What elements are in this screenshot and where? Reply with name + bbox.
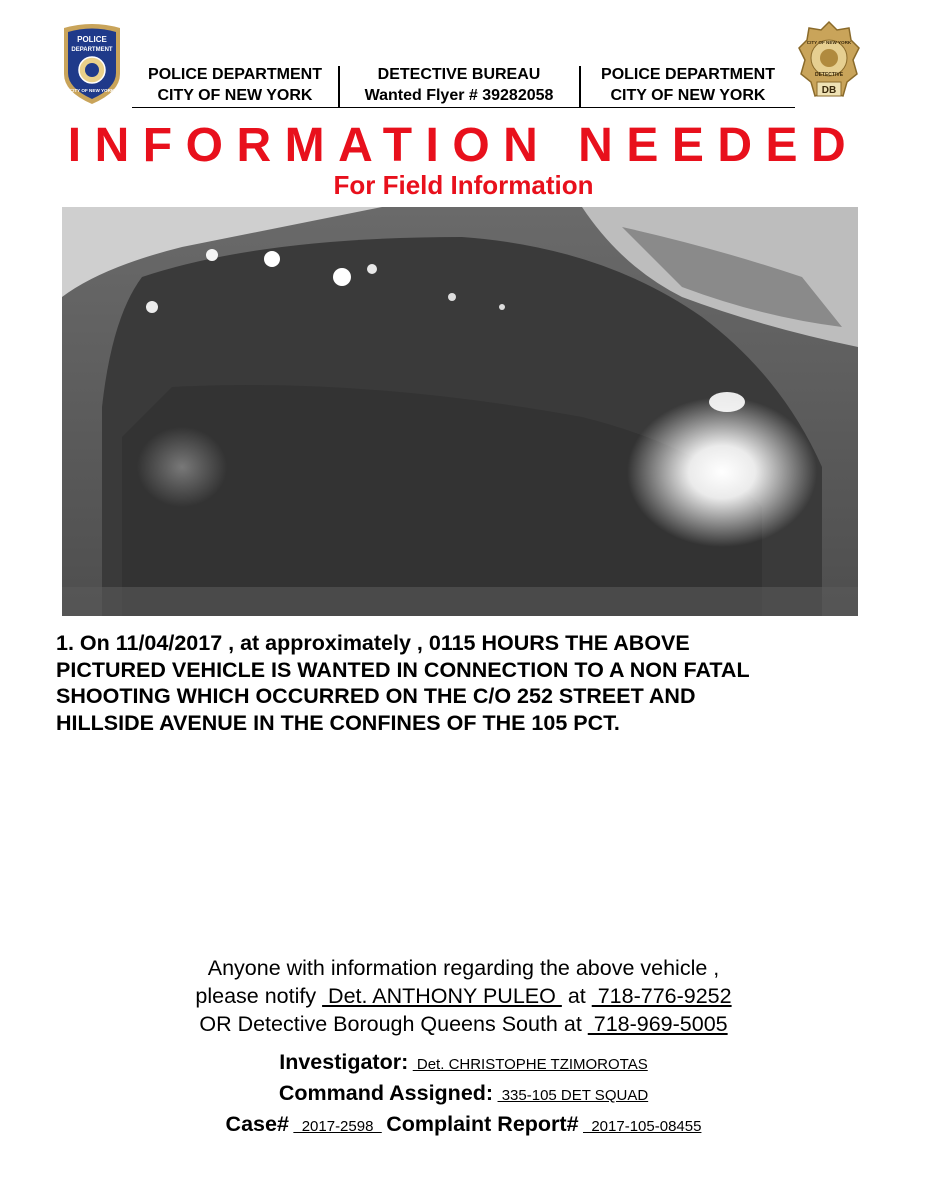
narrative-line: 1. On 11/04/2017 , at approximately , 0115 HOURS THE ABOVE xyxy=(56,631,690,655)
header-left-block xyxy=(132,64,338,108)
header-right-line2: CITY OF NEW YORK xyxy=(610,87,766,104)
case-value: 2017-2598 xyxy=(293,1118,382,1135)
narrative-line: HILLSIDE AVENUE IN THE CONFINES OF THE 105 PCT. xyxy=(56,710,620,735)
surveillance-photo xyxy=(62,207,858,616)
header-center-line2: Wanted Flyer # 39282058 xyxy=(364,87,554,104)
contact-prefix: OR Detective Borough Queens South at xyxy=(199,1012,588,1036)
command-label: Command Assigned: xyxy=(278,1081,494,1105)
investigator-line xyxy=(0,1048,927,1079)
complaint-value: 2017-105-08455 xyxy=(583,1118,702,1135)
header-rule xyxy=(132,107,795,108)
detective-name: Det. ANTHONY PULEO xyxy=(322,984,562,1008)
contact-prefix: please notify xyxy=(195,984,323,1008)
svg-text:CITY OF NEW YORK: CITY OF NEW YORK xyxy=(806,40,852,45)
borough-phone: 718-969-5005 xyxy=(587,1012,728,1036)
detective-shield-logo xyxy=(797,20,861,108)
svg-text:POLICE: POLICE xyxy=(77,35,107,44)
header-left-line2: CITY OF NEW YORK xyxy=(157,87,313,104)
incident-narrative xyxy=(56,630,876,736)
investigator-value: Det. CHRISTOPHE TZIMOROTAS xyxy=(412,1056,648,1073)
narrative-line: SHOOTING WHICH OCCURRED ON THE C/O 252 STREET AND xyxy=(56,684,696,708)
header-left-line1: POLICE DEPARTMENT xyxy=(148,66,322,83)
narrative-line: PICTURED VEHICLE IS WANTED IN CONNECTION TO A NON FATAL xyxy=(56,657,750,682)
svg-text:DB: DB xyxy=(821,85,837,96)
contact-at: at xyxy=(561,984,592,1008)
header-right-block xyxy=(581,64,795,108)
nypd-patch-logo xyxy=(58,22,126,106)
svg-text:DETECTIVE: DETECTIVE xyxy=(814,72,844,78)
headline-information-needed: INFORMATION NEEDED xyxy=(67,119,860,172)
contact-block xyxy=(0,954,927,1038)
contact-line1: Anyone with information regarding the above vehicle , xyxy=(207,956,720,980)
case-label: Case# xyxy=(225,1112,289,1136)
case-line xyxy=(0,1110,927,1141)
header-right-line1: POLICE DEPARTMENT xyxy=(601,66,775,83)
svg-text:DEPARTMENT: DEPARTMENT xyxy=(71,47,113,53)
detective-phone: 718-776-9252 xyxy=(591,984,732,1008)
complaint-label: Complaint Report# xyxy=(386,1112,579,1136)
contact-line3 xyxy=(0,1010,927,1038)
investigator-block xyxy=(0,1048,927,1141)
header-center-block xyxy=(340,64,578,108)
header-center-line1: DETECTIVE BUREAU xyxy=(377,66,541,83)
command-value: 335-105 DET SQUAD xyxy=(497,1087,649,1104)
command-line xyxy=(0,1079,927,1110)
svg-text:CITY OF NEW YORK: CITY OF NEW YORK xyxy=(69,88,115,93)
contact-line2 xyxy=(0,982,927,1010)
subheadline: For Field Information xyxy=(333,170,594,200)
investigator-label: Investigator: xyxy=(279,1050,409,1074)
